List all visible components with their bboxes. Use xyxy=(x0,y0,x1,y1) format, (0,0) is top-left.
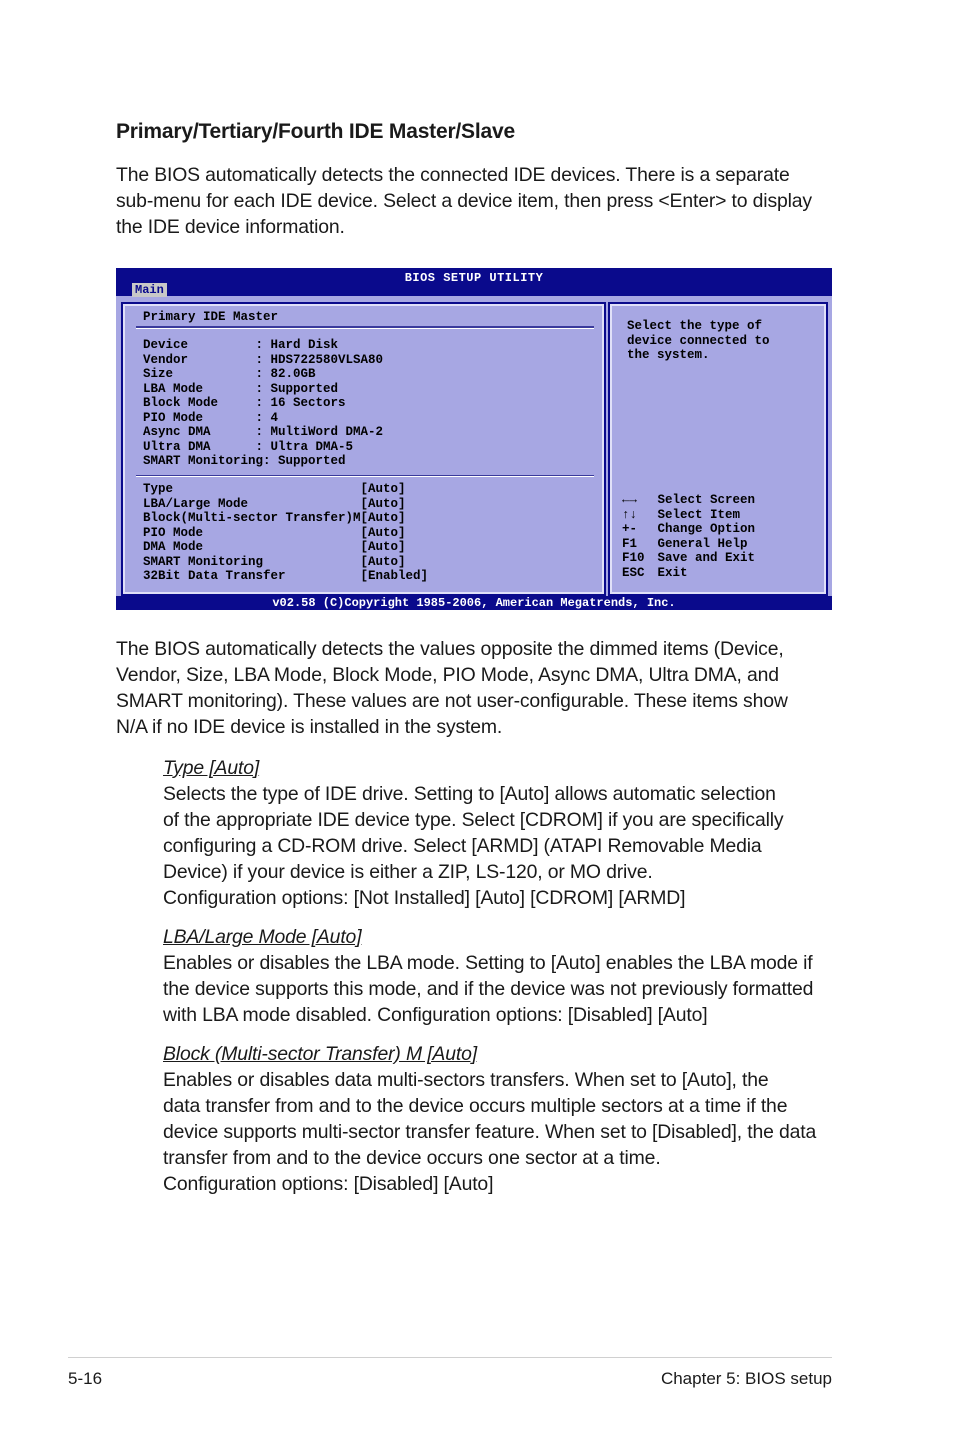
device-info-row: LBA Mode : Supported xyxy=(143,381,339,396)
key-legend-row xyxy=(622,537,755,552)
bios-option-row[interactable]: DMA Mode [Auto] xyxy=(143,540,406,554)
key-legend xyxy=(622,493,755,580)
intro-paragraph xyxy=(116,162,836,240)
item-title: Type [Auto] xyxy=(163,757,260,779)
item-title: Block (Multi-sector Transfer) M [Auto] xyxy=(163,1043,477,1065)
description-line: Vendor, Size, LBA Mode, Block Mode, PIO Mode, Async DMA, Ultra DMA, and xyxy=(116,664,779,686)
chapter-label: Chapter 5: BIOS setup xyxy=(660,1369,832,1388)
key-legend-row xyxy=(622,566,755,581)
description-line: SMART monitoring). These values are not user-configurable. These items show xyxy=(116,690,788,712)
key-action: Select Item xyxy=(650,507,741,522)
key-legend-row xyxy=(622,493,755,508)
description-line: N/A if no IDE device is installed in the system. xyxy=(116,716,503,738)
device-info-row: Size : 82.0GB xyxy=(143,367,316,381)
intro-line: sub-menu for each IDE device. Select a device item, then press <Enter> to display xyxy=(116,190,812,212)
device-info-row: Vendor : HDS722580VLSA80 xyxy=(143,352,384,367)
bios-option-row[interactable]: PIO Mode [Auto] xyxy=(143,525,406,540)
key-legend-row xyxy=(622,508,755,523)
item-line: Enables or disables data multi-sectors transfers. When set to [Auto], the xyxy=(163,1069,769,1091)
description-line: The BIOS automatically detects the values opposite the dimmed items (Device, xyxy=(116,638,784,660)
bios-title: BIOS SETUP UTILITY xyxy=(404,271,544,285)
item-line: Device) if your device is either a ZIP, LS-120, or MO drive. xyxy=(163,861,653,883)
key-action: General Help xyxy=(650,536,748,551)
bios-option-row[interactable]: LBA/Large Mode [Auto] xyxy=(143,496,406,511)
key-label: F10 xyxy=(622,551,645,565)
footer-divider xyxy=(68,1357,832,1358)
item-line: with LBA mode disabled. Configuration options: [Disabled] [Auto] xyxy=(163,1004,708,1026)
description-paragraph xyxy=(116,636,836,740)
key-action: Change Option xyxy=(650,522,756,536)
device-info-row: PIO Mode : 4 xyxy=(143,410,279,425)
item-line: data transfer from and to the device occurs multiple sectors at a time if the xyxy=(163,1095,788,1117)
help-line: the system. xyxy=(627,348,710,362)
bios-option-row[interactable]: 32Bit Data Transfer [Enabled] xyxy=(143,569,429,583)
device-info-list xyxy=(143,338,383,469)
device-info-row: Ultra DMA : Ultra DMA-5 xyxy=(143,439,354,454)
help-text xyxy=(627,319,770,363)
bios-section-title: Primary IDE Master xyxy=(143,310,279,324)
key-label: F1 xyxy=(622,536,638,551)
bios-option-row[interactable]: SMART Monitoring [Auto] xyxy=(143,554,406,569)
section-title-divider xyxy=(136,326,594,329)
item-line: configuring a CD-ROM drive. Select [ARMD] (ATAPI Removable Media xyxy=(163,835,762,857)
item-line: Configuration options: [Disabled] [Auto] xyxy=(163,1173,494,1195)
up-down-arrows-icon: ↑↓ xyxy=(622,507,638,522)
left-right-arrows-icon: ←→ xyxy=(622,493,638,507)
item-block-mode xyxy=(163,1041,835,1197)
device-info-row: SMART Monitoring: Supported xyxy=(143,454,346,468)
key-label: ESC xyxy=(622,565,645,580)
help-line: Select the type of xyxy=(627,319,763,333)
device-info-row: Async DMA : MultiWord DMA-2 xyxy=(143,425,384,439)
item-line: device supports multi-sector transfer feature. When set to [Disabled], the data xyxy=(163,1121,817,1143)
bios-screenshot xyxy=(116,268,832,610)
item-line: Enables or disables the LBA mode. Setting to [Auto] enables the LBA mode if xyxy=(163,952,813,974)
item-type xyxy=(163,755,835,911)
key-label: +- xyxy=(622,522,638,536)
device-options-list xyxy=(143,482,428,584)
item-lba-large-mode xyxy=(163,924,835,1028)
item-line: Selects the type of IDE drive. Setting to [Auto] allows automatic selection xyxy=(163,783,776,805)
bios-option-row[interactable]: Block(Multi-sector Transfer)M[Auto] xyxy=(143,511,406,525)
bios-option-row[interactable]: Type [Auto] xyxy=(143,482,406,496)
item-line: the device supports this mode, and if the device was not previously formatted xyxy=(163,978,814,1000)
bios-copyright-bar: v02.58 (C)Copyright 1985-2006, American Megatrends, Inc. xyxy=(116,596,832,610)
help-line: device connected to xyxy=(627,333,770,348)
bios-tab-main[interactable]: Main xyxy=(132,283,167,297)
device-info-row: Device : Hard Disk xyxy=(143,338,339,352)
key-legend-row xyxy=(622,522,755,537)
key-action: Select Screen xyxy=(650,493,756,507)
section-divider xyxy=(136,475,594,477)
device-info-row: Block Mode : 16 Sectors xyxy=(143,396,346,410)
item-line: Configuration options: [Not Installed] [Auto] [CDROM] [ARMD] xyxy=(163,887,686,909)
page-number: 5-16 xyxy=(68,1369,103,1388)
key-legend-row xyxy=(622,551,755,566)
item-line: of the appropriate IDE device type. Select [CDROM] if you are specifically xyxy=(163,809,784,831)
bios-title-bar xyxy=(116,268,832,296)
key-action: Save and Exit xyxy=(650,551,756,565)
intro-line: the IDE device information. xyxy=(116,216,345,238)
intro-line: The BIOS automatically detects the connected IDE devices. There is a separate xyxy=(116,164,790,186)
item-line: transfer from and to the device occurs one sector at a time. xyxy=(163,1147,661,1169)
item-title: LBA/Large Mode [Auto] xyxy=(163,926,362,948)
key-action: Exit xyxy=(650,565,688,580)
page-heading: Primary/Tertiary/Fourth IDE Master/Slave xyxy=(116,120,515,143)
